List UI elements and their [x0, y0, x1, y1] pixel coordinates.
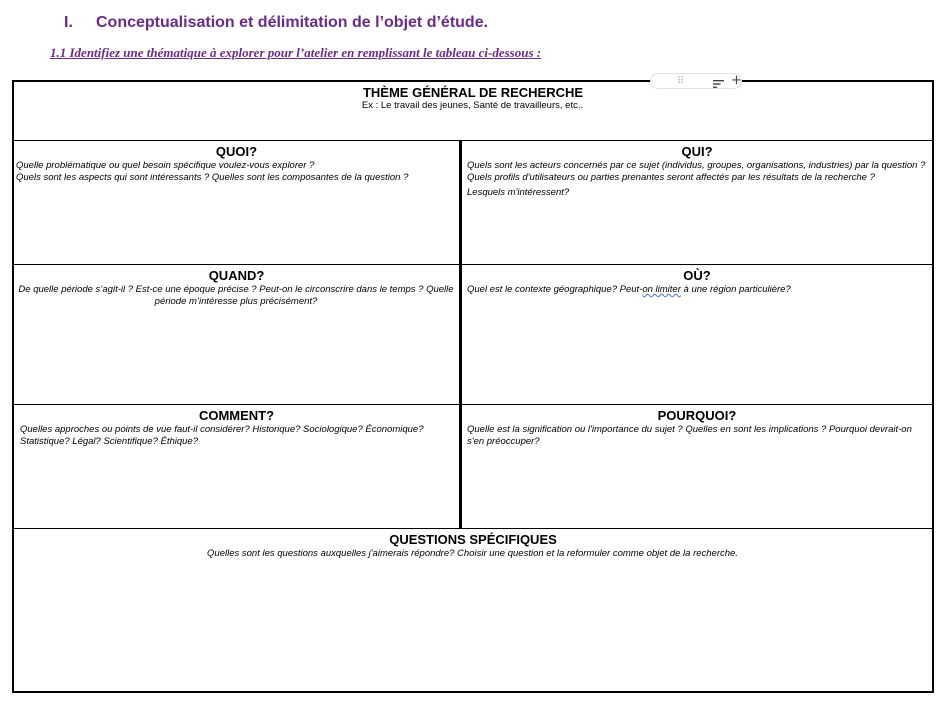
spellcheck-flagged-text[interactable]: on limiter [642, 284, 681, 295]
pourquoi-description: Quelle est la signification ou l'importance du sujet ? Quelles en sont les implications ? Pourquoi devrait-on s'en préoccuper? [467, 424, 912, 447]
quoi-cell[interactable] [14, 141, 459, 264]
table-toolbar [650, 73, 742, 89]
ou-description [462, 283, 932, 296]
qui-cell[interactable] [462, 141, 932, 264]
column-divider [459, 141, 462, 528]
ou-title: OÙ? [683, 268, 711, 283]
drag-handle-icon[interactable]: ⠿ [677, 76, 685, 87]
theme-title: THÈME GÉNÉRAL DE RECHERCHE [362, 85, 584, 100]
comment-title: COMMENT? [198, 408, 275, 423]
quoi-line: Quels sont les aspects qui sont intéressants ? Quelles sont les composantes de la question ? [16, 172, 409, 183]
theme-cell[interactable] [14, 82, 932, 140]
comment-cell[interactable] [14, 405, 459, 528]
quand-title: QUAND? [208, 268, 265, 283]
section-number: I. [64, 14, 73, 31]
subtitle: 1.1 Identifiez une thématique à explorer pour l’atelier en remplissant le tableau ci-dessous : [50, 45, 542, 60]
pourquoi-title: POURQUOI? [657, 408, 737, 423]
quoi-description [14, 159, 459, 184]
ou-cell[interactable] [462, 265, 932, 404]
qui-line: Lesquels m'intéressent? [467, 187, 570, 198]
questions-cell[interactable] [14, 529, 932, 691]
qui-title: QUI? [681, 144, 713, 159]
quoi-line: Quelle problématique ou quel besoin spécifique voulez-vous explorer ? [16, 160, 315, 171]
qui-description [462, 159, 932, 199]
section-title: Conceptualisation et délimitation de l’objet d’étude. [96, 14, 489, 31]
plus-icon[interactable]: + [731, 73, 742, 88]
questions-title: QUESTIONS SPÉCIFIQUES [389, 532, 557, 547]
sort-icon[interactable] [713, 76, 725, 86]
section-heading [64, 14, 488, 32]
pourquoi-cell[interactable] [462, 405, 932, 528]
quoi-title: QUOI? [215, 144, 258, 159]
theme-example: Ex : Le travail des jeunes, Santé de travailleurs, etc.. [361, 100, 584, 111]
comment-description: Quelles approches ou points de vue faut-il considérer? Historique? Sociologique? Économique? Statistique? Légal? Scientifique? Éthique? [20, 424, 424, 447]
ou-text-start: Quel est le contexte géographique? Peut- [467, 284, 643, 295]
quand-description: De quelle période s’agit-il ? Est-ce une époque précise ? Peut-on le circonscrire dans le temps ? Quelle période m’intéresse plus précisément? [18, 284, 454, 307]
ou-text-end: à une région particulière? [680, 284, 791, 295]
qui-line: Quels sont les acteurs concernés par ce sujet (individus, groupes, organisations, industries) par la question ? Quels profils d'utilisateurs ou parties prenantes seront affectés par les résultats de la recherche ? [467, 160, 926, 183]
questions-description: Quelles sont les questions auxquelles j'aimerais répondre? Choisir une question et la reformuler comme objet de la recherche. [207, 548, 738, 559]
quand-cell[interactable] [14, 265, 459, 404]
research-table [12, 80, 934, 693]
